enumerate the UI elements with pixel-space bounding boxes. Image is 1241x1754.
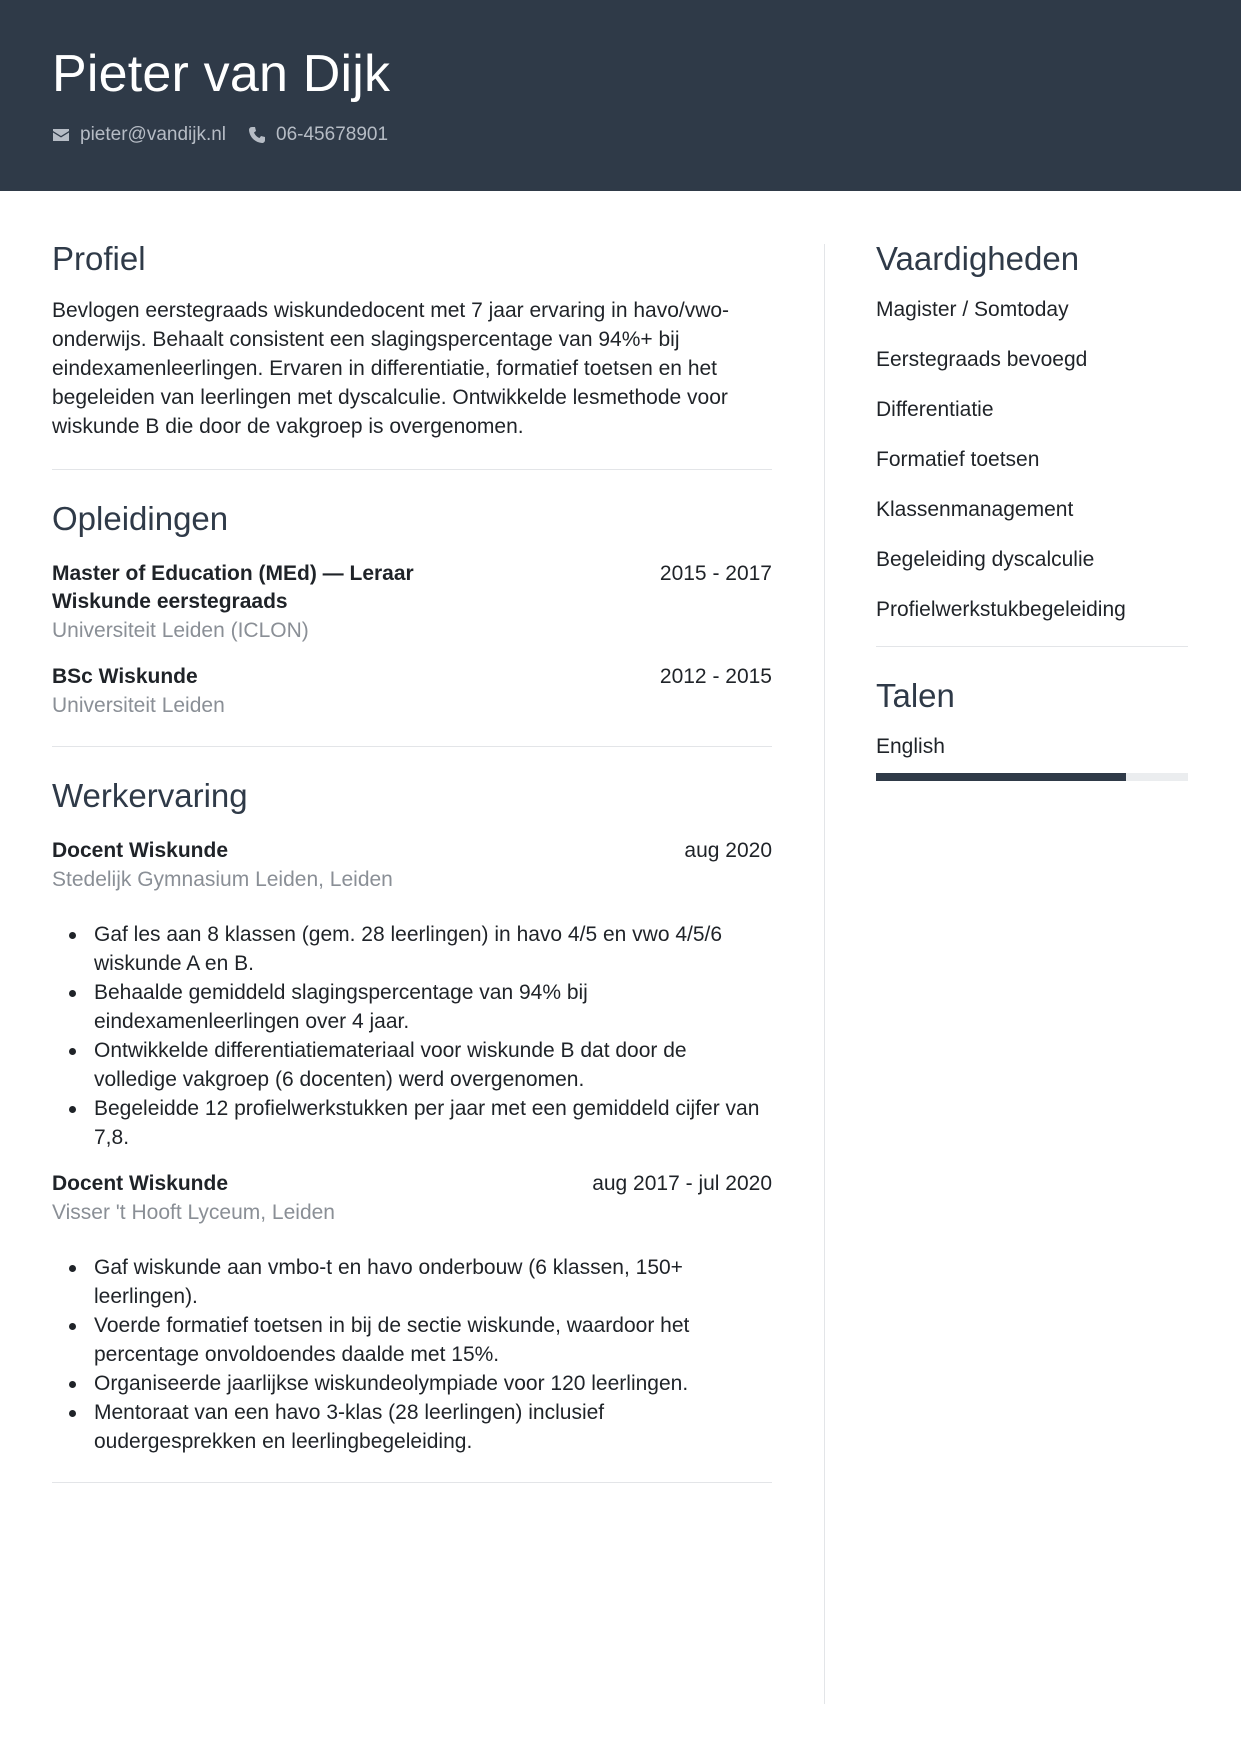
skills-list [876, 296, 1188, 624]
profile-section [52, 240, 772, 441]
envelope-icon [52, 128, 70, 142]
education-entry [52, 663, 772, 720]
column-divider [824, 244, 825, 1704]
language-level-fill [876, 773, 1126, 781]
education-entry [52, 560, 772, 645]
profile-heading: Profiel [52, 240, 146, 277]
contact-email[interactable] [52, 124, 226, 146]
experience-company: Stedelijk Gymnasium Leiden, Leiden [52, 868, 393, 891]
bullet-item: Begeleidde 12 profielwerkstukken per jaar met een gemiddeld cijfer van 7,8. [52, 1094, 772, 1152]
skill-item: Klassenmanagement [876, 498, 1074, 521]
education-section [52, 500, 772, 720]
education-heading: Opleidingen [52, 500, 229, 537]
candidate-name: Pieter van Dijk [52, 45, 391, 103]
bullet-item: Organiseerde jaarlijkse wiskundeolympiade voor 120 leerlingen. [52, 1369, 772, 1398]
education-degree: BSc Wiskunde [52, 665, 198, 688]
experience-role: Docent Wiskunde [52, 1172, 228, 1195]
language-name: English [876, 735, 945, 758]
header-banner [0, 0, 1241, 191]
section-divider [52, 1482, 772, 1483]
experience-period: aug 2020 [684, 839, 772, 862]
languages-section [876, 677, 1188, 781]
bullet-item: Gaf les aan 8 klassen (gem. 28 leerlingen) in havo 4/5 en vwo 4/5/6 wiskunde A en B. [52, 920, 772, 978]
languages-heading: Talen [876, 677, 955, 714]
experience-entry [52, 837, 772, 1152]
experience-bullets [52, 920, 772, 1152]
skill-item: Profielwerkstukbegeleiding [876, 598, 1126, 621]
profile-summary: Bevlogen eerstegraads wiskundedocent met 7 jaar ervaring in havo/vwo-onderwijs. Behaalt consistent een slagingspercentage van 94%+ bij eindexamenleerlingen. Ervaren in differentiatie, formatief toetsen en het begeleiden van leerlingen met dyscalculie. Ontwikkelde lesmethode voor wiskunde B die door de vakgroep is overgenomen. [52, 299, 730, 438]
experience-company: Visser 't Hooft Lyceum, Leiden [52, 1201, 335, 1224]
experience-section [52, 777, 772, 1456]
bullet-item: Gaf wiskunde aan vmbo-t en havo onderbouw (6 klassen, 150+ leerlingen). [52, 1253, 772, 1311]
skills-heading: Vaardigheden [876, 240, 1080, 277]
language-level-bar [876, 773, 1188, 781]
phone-icon [248, 126, 266, 144]
language-entry [876, 733, 1188, 781]
email-text: pieter@vandijk.nl [80, 124, 227, 145]
education-degree: Master of Education (MEd) — Leraar Wiskunde eerstegraads [52, 562, 414, 613]
section-divider [876, 646, 1188, 647]
bullet-item: Voerde formatief toetsen in bij de sectie wiskunde, waardoor het percentage onvoldoendes daalde met 15%. [52, 1311, 772, 1369]
main-column [52, 240, 772, 1483]
phone-text: 06-45678901 [276, 124, 389, 145]
sidebar-column [876, 240, 1188, 781]
education-school: Universiteit Leiden [52, 694, 225, 717]
section-divider [52, 746, 772, 747]
skill-item: Formatief toetsen [876, 448, 1040, 471]
contact-phone[interactable] [248, 124, 388, 146]
experience-bullets [52, 1253, 772, 1456]
skill-item: Magister / Somtoday [876, 298, 1069, 321]
bullet-item: Behaalde gemiddeld slagingspercentage van 94% bij eindexamenleerlingen over 4 jaar. [52, 978, 772, 1036]
experience-role: Docent Wiskunde [52, 839, 228, 862]
experience-heading: Werkervaring [52, 777, 248, 814]
section-divider [52, 469, 772, 470]
experience-period: aug 2017 - jul 2020 [592, 1172, 772, 1195]
skills-section [876, 240, 1188, 624]
education-school: Universiteit Leiden (ICLON) [52, 619, 309, 642]
education-period: 2015 - 2017 [659, 562, 772, 585]
skill-item: Begeleiding dyscalculie [876, 548, 1095, 571]
bullet-item: Ontwikkelde differentiatiemateriaal voor wiskunde B dat door de volledige vakgroep (6 docenten) werd overgenomen. [52, 1036, 772, 1094]
experience-entry [52, 1170, 772, 1456]
skill-item: Differentiatie [876, 398, 994, 421]
bullet-item: Mentoraat van een havo 3-klas (28 leerlingen) inclusief oudergesprekken en leerlingbegeleiding. [52, 1398, 772, 1456]
contact-info [52, 124, 410, 146]
education-period: 2012 - 2015 [659, 665, 772, 688]
skill-item: Eerstegraads bevoegd [876, 348, 1088, 371]
